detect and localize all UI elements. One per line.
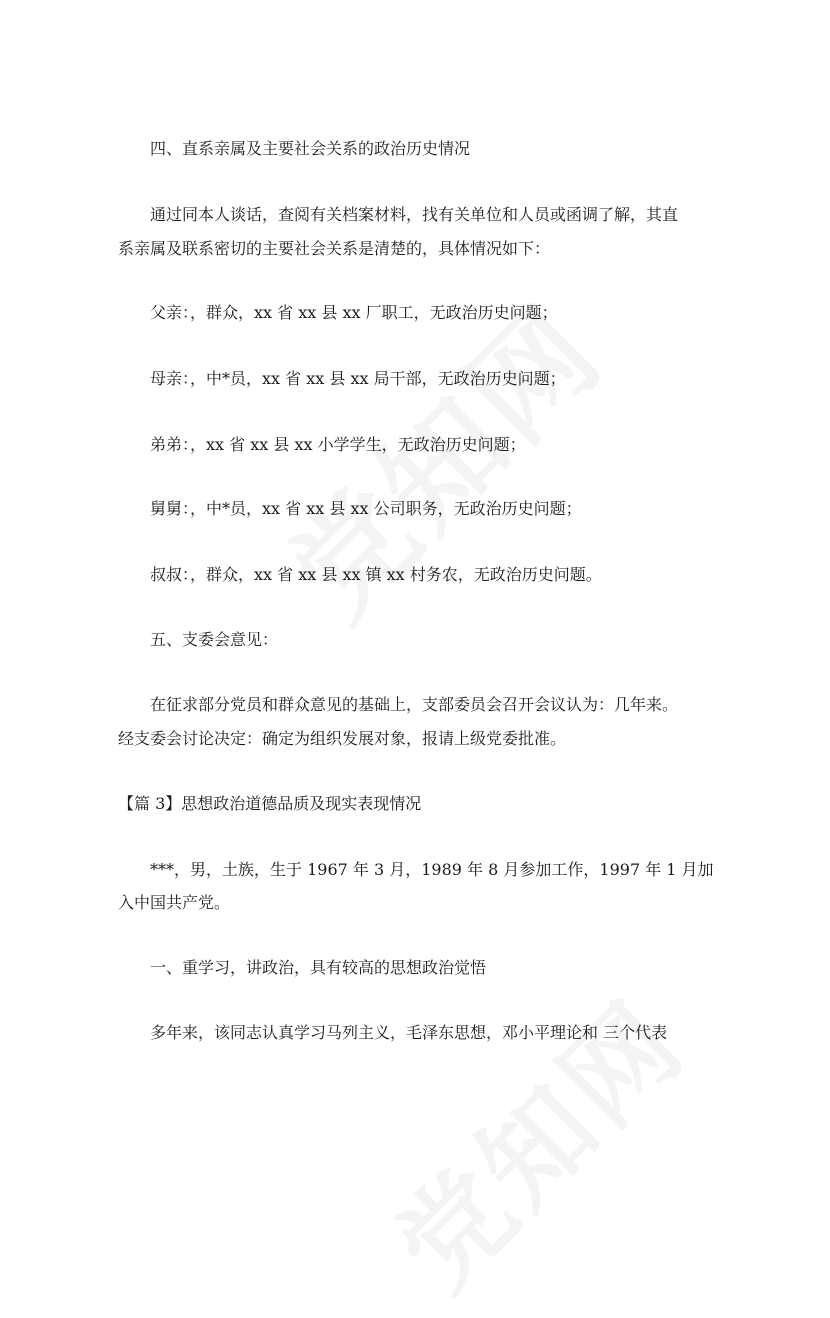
relative-entry-father: 父亲：，群众，xx 省 xx 县 xx 厂职工，无政治历史问题；	[150, 303, 558, 322]
paragraph-line: 在征求部分党员和群众意见的基础上，支部委员会召开会议认为：几年来。	[150, 695, 679, 714]
relative-entry-uncle-paternal: 叔叔：，群众，xx 省 xx 县 xx 镇 xx 村务农，无政治历史问题。	[150, 565, 602, 584]
relative-entry-uncle-maternal: 舅舅：，中*员，xx 省 xx 县 xx 公司职务，无政治历史问题；	[150, 499, 582, 518]
section-heading-study: 一、重学习，讲政治，具有较高的思想政治觉悟	[150, 958, 487, 977]
section-heading-relatives: 四、直系亲属及主要社会关系的政治历史情况	[150, 139, 471, 158]
paragraph-line: ***，男，土族，生于 1967 年 3 月，1989 年 8 月参加工作，1997 年 1 月加	[150, 860, 714, 879]
article-title: 【篇 3】思想政治道德品质及现实表现情况	[118, 794, 422, 813]
section-heading-committee: 五、支委会意见：	[150, 630, 279, 649]
relative-entry-brother: 弟弟：，xx 省 xx 县 xx 小学学生，无政治历史问题；	[150, 435, 526, 454]
paragraph-line: 通过同本人谈话，查阅有关档案材料，找有关单位和人员或函调了解，其直	[150, 205, 679, 224]
paragraph-line: 系亲属及联系密切的主要社会关系是清楚的，具体情况如下：	[118, 239, 551, 258]
relative-entry-mother: 母亲：，中*员，xx 省 xx 县 xx 局干部，无政治历史问题；	[150, 369, 566, 388]
paragraph-line: 多年来，该同志认真学习马列主义，毛泽东思想，邓小平理论和 三个代表	[150, 1023, 668, 1042]
paragraph-line: 入中国共产党。	[118, 893, 231, 912]
watermark	[355, 960, 713, 1318]
paragraph-line: 经支委会讨论决定：确定为组织发展对象，报请上级党委批准。	[118, 729, 567, 748]
